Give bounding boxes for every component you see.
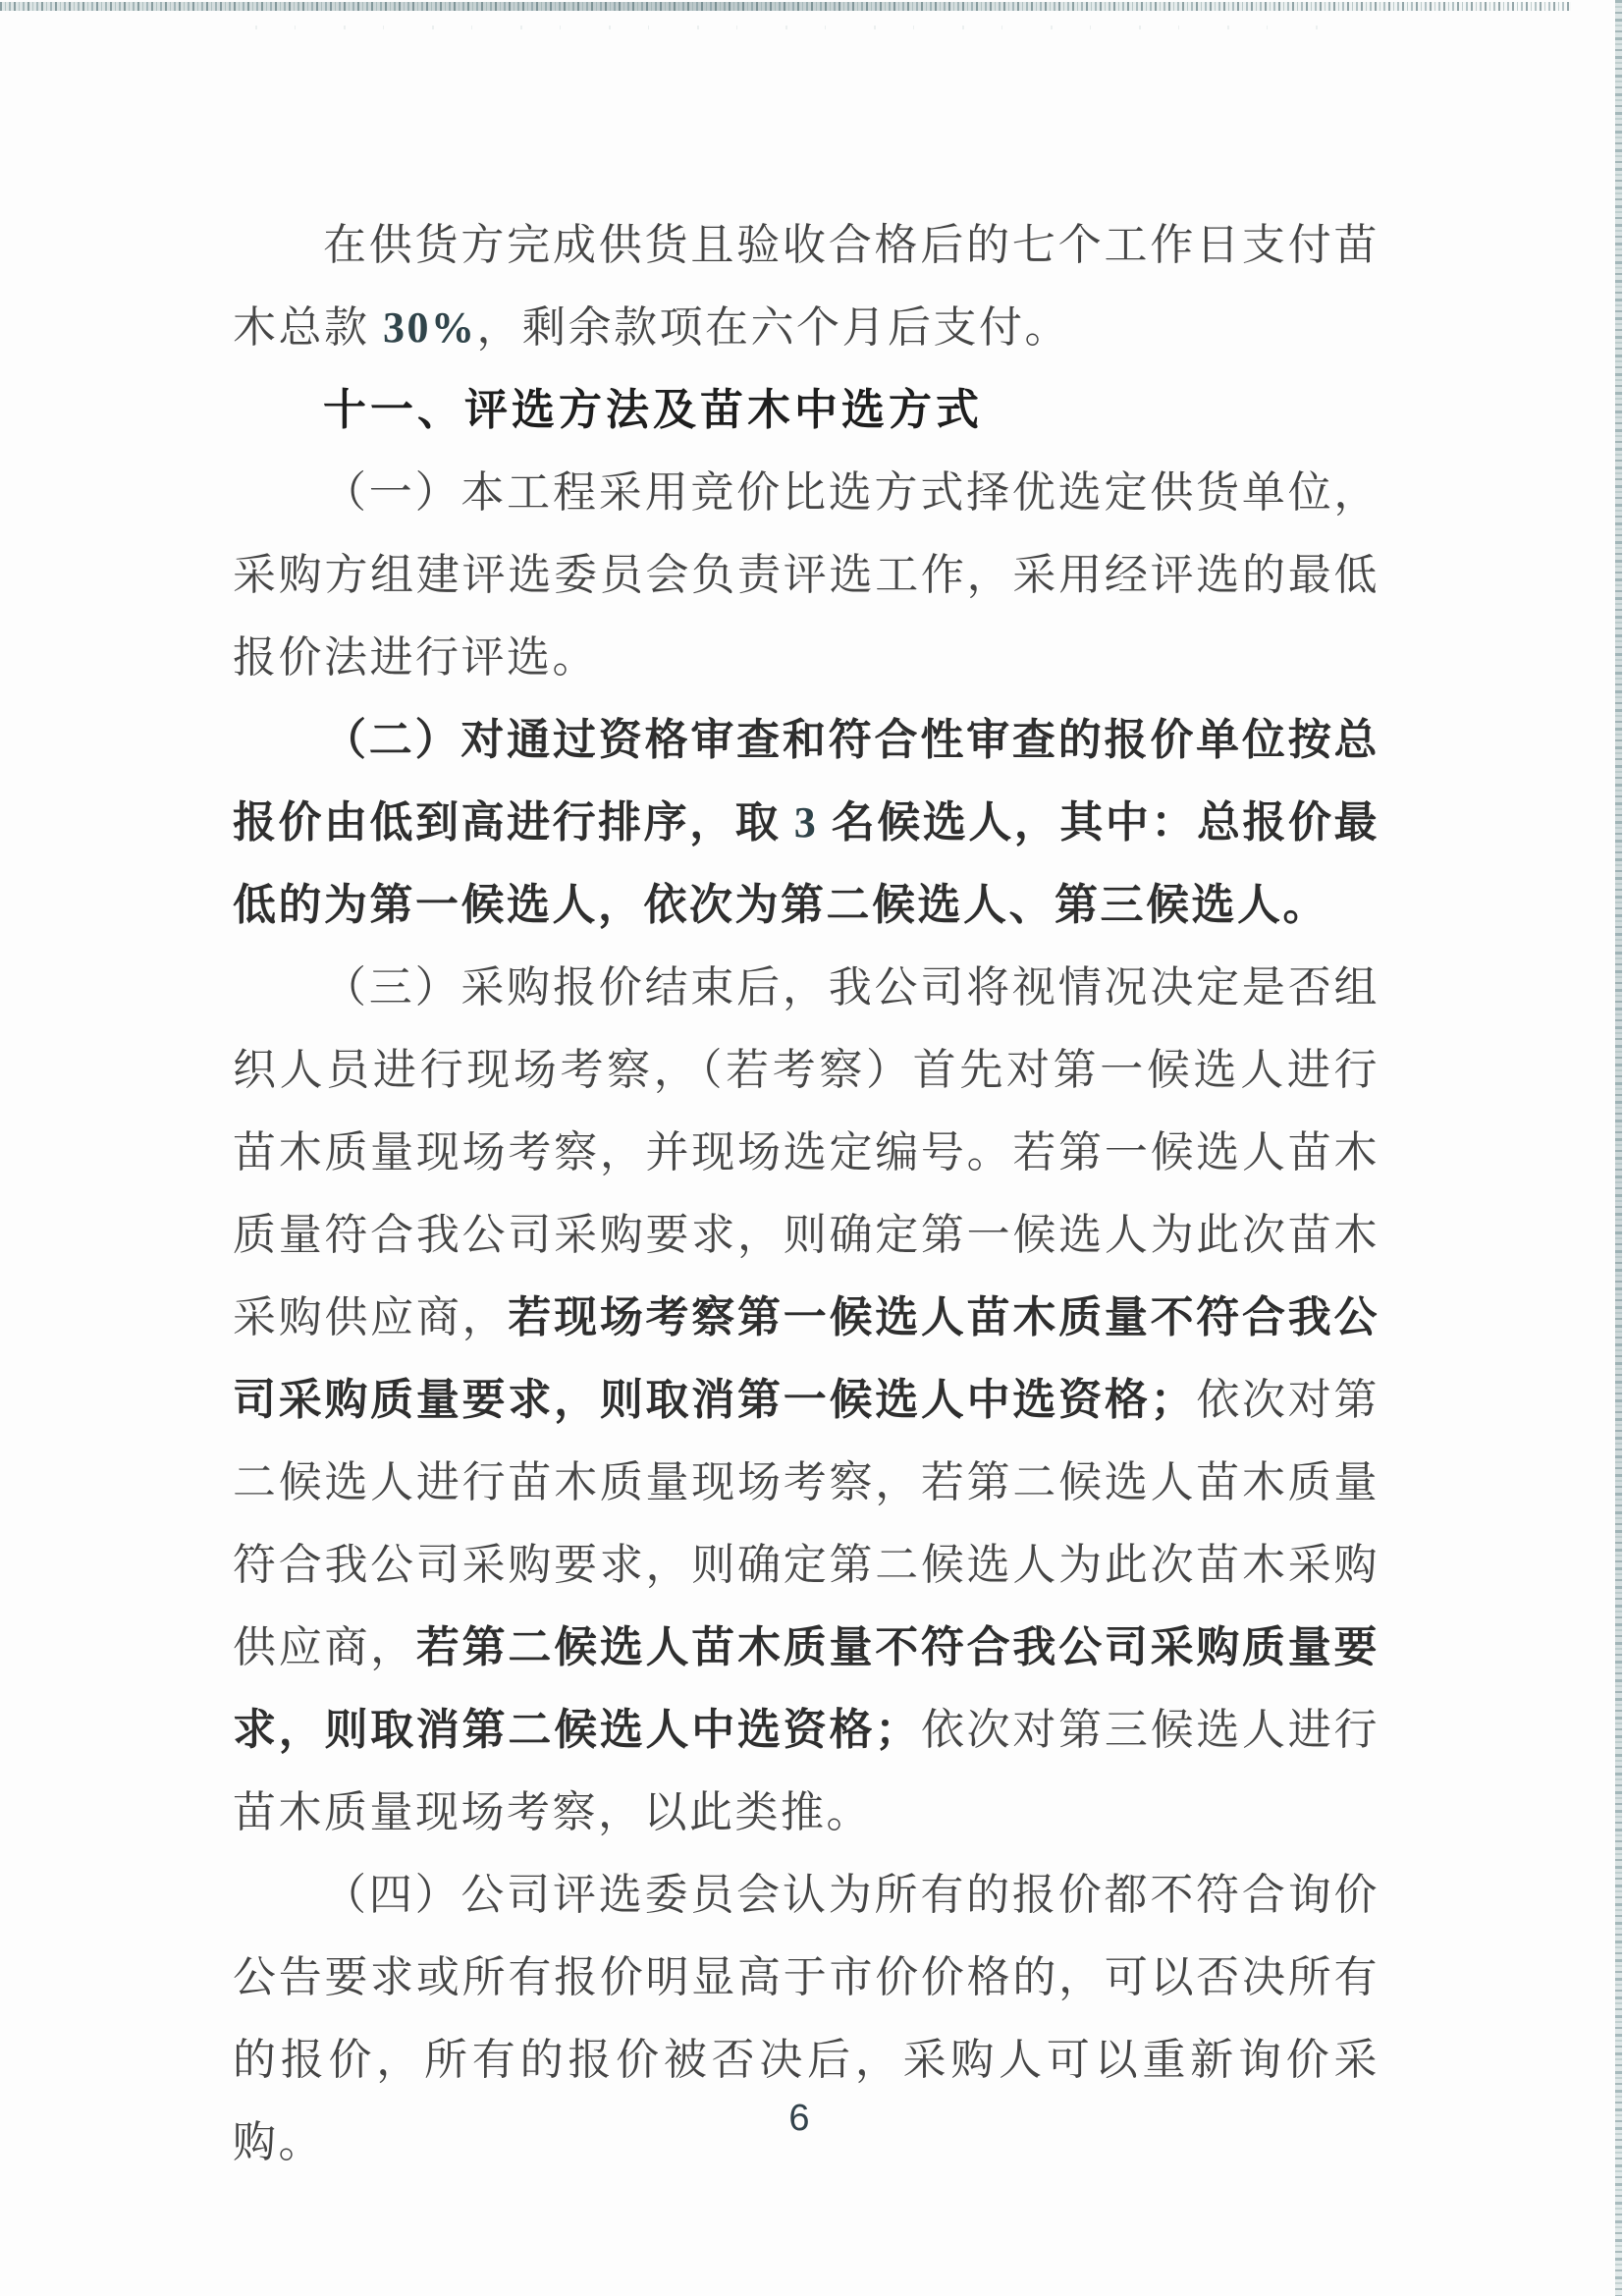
scan-noise-strip-right <box>1615 0 1622 2296</box>
paragraph-item-1 <box>233 452 1380 699</box>
item-3-text-3: 依次对第三候选人进行苗木质量现场考察，以此类推。 <box>233 1706 1380 1836</box>
paragraph-item-3 <box>233 947 1380 1854</box>
payment-terms-text: 在供货方完成供货且验收合格后的七个工作日支付苗木总款 <box>233 221 1380 352</box>
item-2-text-lead: （二）对通过资格审查和符合性审查的报价单位按总报价由低到高进行排序，取 <box>233 716 1380 847</box>
paragraph-payment-terms <box>233 204 1380 369</box>
page-number: 6 <box>788 2098 810 2139</box>
section-heading-text: 十一、评选方法及苗木中选方式 <box>323 386 983 434</box>
document-page-body <box>233 204 1380 2184</box>
scan-noise-strip-top <box>0 2 1571 11</box>
item-1-text: （一）本工程采用竞价比选方式择优选定供货单位，采购方组建评选委员会负责评选工作，采用经评选的最低报价法进行评选。 <box>233 468 1380 682</box>
item-2-text-tail: 名候选人，其中：总报价最低的为第一候选人，依次为第二候选人、第三候选人。 <box>233 798 1380 929</box>
item-3-bold-disqualify-first: 若现场考察第一候选人苗木质量不符合我公司采购质量要求，则取消第一候选人中选资格； <box>233 1293 1380 1424</box>
item-4-text: （四）公司评选委员会认为所有的报价都不符合询价公告要求或所有报价明显高于市价价格的，可以否决所有的报价，所有的报价被否决后，采购人可以重新询价采购。 <box>233 1871 1380 2166</box>
item-3-bold-disqualify-second: 若第二候选人苗木质量不符合我公司采购质量要求，则取消第二候选人中选资格； <box>233 1623 1380 1754</box>
item-3-text-2: 依次对第二候选人进行苗木质量现场考察，若第二候选人苗木质量符合我公司采购要求，则确定第二候选人为此次苗木采购供应商， <box>233 1376 1380 1671</box>
item-3-text-1: （三）采购报价结束后，我公司将视情况决定是否组织人员进行现场考察，（若考察）首先对第一候选人进行苗木质量现场考察，并现场选定编号。若第一候选人苗木质量符合我公司采购要求，则确定第一候选人为此次苗木采购供应商， <box>233 963 1380 1341</box>
payment-percentage-value: 30% <box>383 303 477 352</box>
section-heading-eleven <box>233 369 1380 452</box>
payment-terms-tail: ，剩余款项在六个月后支付。 <box>476 303 1070 352</box>
scan-noise-dots-top <box>255 26 1335 29</box>
paragraph-item-2 <box>233 699 1380 947</box>
page-footer <box>0 2098 1598 2140</box>
candidate-count-value: 3 <box>793 798 819 847</box>
